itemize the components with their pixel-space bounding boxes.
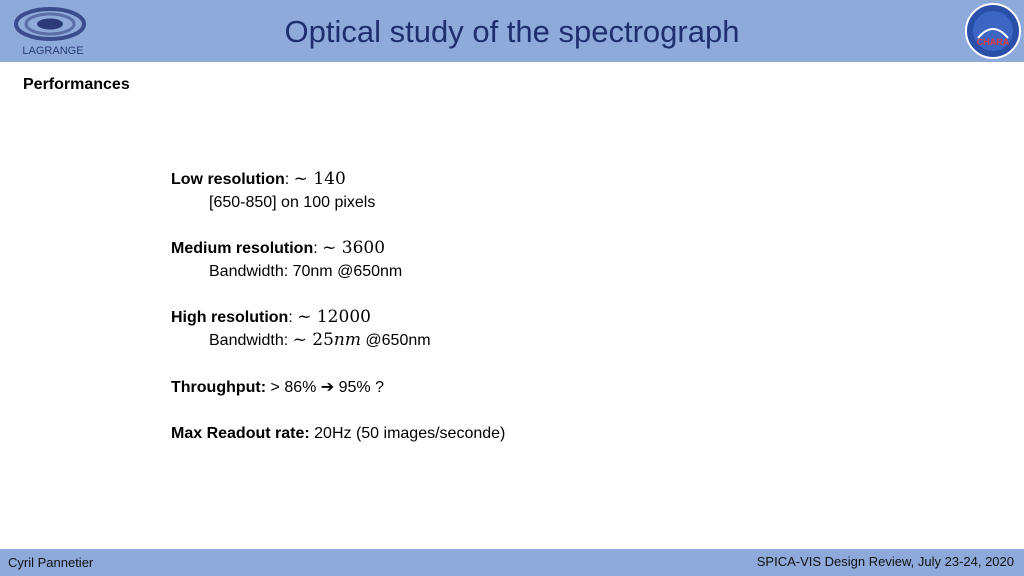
- item-detail: [171, 329, 505, 352]
- item-detail-suffix: @650nm: [360, 332, 431, 349]
- item-separator: :: [284, 171, 294, 188]
- item-value-post: 95% ?: [334, 379, 384, 396]
- item-label: High resolution: [171, 309, 289, 326]
- list-item-throughput: [171, 375, 505, 399]
- list-item-high-resolution: [171, 306, 505, 352]
- page-title: Optical study of the spectrograph: [284, 14, 740, 49]
- list-item-readout-rate: [171, 422, 505, 445]
- item-detail-unit: nm: [333, 330, 361, 350]
- footer-bar: [0, 549, 1024, 576]
- list-item-medium-resolution: [171, 237, 505, 283]
- item-value: ~ 12000: [297, 307, 371, 327]
- item-value: ~ 3600: [322, 238, 386, 258]
- performance-list: [171, 168, 505, 468]
- item-value: 20Hz (50 images/seconde): [309, 425, 506, 442]
- item-value-pre: > 86%: [266, 379, 321, 396]
- item-detail: Bandwidth: 70nm @650nm: [209, 263, 403, 280]
- item-label: Low resolution: [171, 171, 285, 188]
- item-label: Max Readout rate:: [171, 425, 310, 442]
- footer-author: Cyril Pannetier: [8, 555, 94, 570]
- arrow-right-icon: ➔: [320, 377, 335, 396]
- item-detail: [650-850] on 100 pixels: [209, 194, 376, 211]
- footer-event: SPICA-VIS Design Review, July 23-24, 2020: [756, 554, 1014, 569]
- item-separator: :: [313, 240, 323, 257]
- item-value: ~ 140: [293, 169, 346, 189]
- section-title: Performances: [23, 76, 130, 93]
- chara-logo: [964, 2, 1022, 60]
- item-label: Medium resolution: [171, 240, 314, 257]
- chara-logo-text: CHARA: [976, 37, 1010, 47]
- header-bar: [0, 0, 1024, 62]
- item-separator: :: [288, 309, 298, 326]
- item-detail-math: ~ 25: [292, 330, 334, 350]
- lagrange-logo-text: LAGRANGE: [22, 45, 84, 57]
- list-item-low-resolution: [171, 168, 505, 214]
- item-detail-prefix: Bandwidth:: [209, 332, 293, 349]
- item-label: Throughput:: [171, 379, 267, 396]
